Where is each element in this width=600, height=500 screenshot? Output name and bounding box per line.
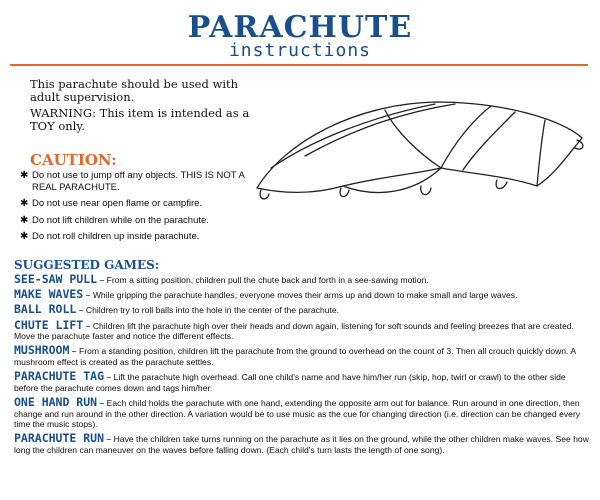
intro-block bbox=[30, 78, 260, 136]
page-subtitle: instructions bbox=[228, 40, 372, 61]
game-item: PARACHUTE TAG – Lift the parachute high overhead. Call one child's name and have him/her run (skip, hop, twirl or crawl) to the other side before the parachute comes down and tags him/her. bbox=[14, 369, 566, 393]
game-name: MAKE WAVES bbox=[14, 287, 84, 302]
caution-item bbox=[20, 215, 270, 227]
game-description: Each child holds the parachute with one hand, extending the opposite arm out for balance. Run around in one direction, then change and run around in the other direction. A variation would be to use music as the cue for changing direction (i.e. direction can be changed every time the music stops). bbox=[14, 397, 581, 430]
game-description: Lift the parachute high overhead. Call one child's name and have him/her run (skip, hop, twirl or crawl) to the other side before the parachute comes down and tags him/her. bbox=[14, 372, 566, 393]
parachute-icon bbox=[245, 90, 590, 210]
game-name: PARACHUTE TAG bbox=[14, 369, 105, 384]
game-name: CHUTE LIFT bbox=[14, 317, 84, 332]
game-name: PARACHUTE RUN bbox=[14, 431, 105, 446]
caution-item bbox=[20, 231, 270, 243]
game-name: ONE HAND RUN bbox=[14, 394, 98, 409]
caution-item bbox=[20, 198, 270, 210]
star-bullet-icon: ✱ bbox=[20, 214, 29, 226]
header-divider bbox=[10, 64, 588, 66]
game-item: MAKE WAVES – While gripping the parachute handles, everyone moves their arms up and down to make small and large waves. bbox=[14, 287, 518, 302]
warning-note: WARNING: This item is intended as a TOY only. bbox=[30, 106, 250, 133]
page-title: PARACHUTE bbox=[187, 10, 413, 45]
caution-item bbox=[20, 170, 270, 193]
game-item: SEE-SAW PULL – From a sitting position, children pull the chute back and forth in a see-sawing motion. bbox=[14, 272, 429, 286]
caution-item-text: Do not use near open flame or campfire. bbox=[32, 198, 203, 209]
game-description: While gripping the parachute handles, everyone moves their arms up and down to make small and large waves. bbox=[92, 290, 518, 301]
game-name: BALL ROLL bbox=[14, 302, 77, 317]
game-description: From a sitting position, children pull the chute back and forth in a see-sawing motion. bbox=[106, 275, 429, 285]
game-item: ONE HAND RUN – Each child holds the parachute with one hand, extending the opposite arm out for balance. Run around in one direction, then change and run around in the other direction. A variation would be to use music as the cue for changing direction (i.e. direction can be changed every time the music stops). bbox=[14, 394, 581, 430]
caution-list bbox=[20, 170, 270, 248]
games-list bbox=[14, 274, 590, 459]
star-bullet-icon: ✱ bbox=[20, 231, 29, 242]
game-description: From a standing position, children lift the parachute from the ground to overhead on the count of 3. Then all crouch quickly down. A mushroom effect is created as the parachute settles. bbox=[14, 346, 576, 367]
game-item: BALL ROLL – Children try to roll balls into the hole in the center of the parachute. bbox=[14, 302, 340, 317]
game-item: MUSHROOM – From a standing position, children lift the parachute from the ground to overhead on the count of 3. Then all crouch quickly down. A mushroom effect is created as the parachute settles. bbox=[14, 343, 576, 367]
game-description: Children try to roll balls into the hole in the center of the parachute. bbox=[85, 305, 340, 316]
game-item: PARACHUTE RUN – Have the children take turns running on the parachute as it lies on the ground, while the other children make waves. See how long the children can maneuver on the waves before falling down. (Each child's turn lasts the length of one song). bbox=[14, 431, 589, 455]
game-description: Children lift the parachute high over their heads and down again, listening for soft sounds and feeling breezes that are created. Move the parachute faster and notice the different effects. bbox=[14, 320, 574, 342]
star-bullet-icon: ✱ bbox=[20, 170, 29, 181]
game-name: SEE-SAW PULL bbox=[14, 272, 98, 286]
games-heading: SUGGESTED GAMES: bbox=[14, 258, 160, 272]
game-name: MUSHROOM bbox=[14, 343, 70, 358]
caution-heading: CAUTION: bbox=[30, 151, 117, 169]
caution-item-text: Do not lift children while on the parachute. bbox=[32, 214, 209, 226]
caution-item-text: Do not roll children up inside parachute. bbox=[32, 231, 200, 242]
game-description: Have the children take turns running on the parachute as it lies on the ground, while the other children make waves. See how long the children can maneuver on the waves before falling down. (Each child's turn lasts the length of one song). bbox=[14, 434, 589, 455]
game-item: CHUTE LIFT – Children lift the parachute high over their heads and down again, listening for soft sounds and feeling breezes that are created. Move the parachute faster and notice the different effects. bbox=[14, 317, 574, 342]
caution-item-text: Do not use to jump off any objects. THIS IS NOT A REAL PARACHUTE. bbox=[32, 170, 245, 193]
supervision-note: This parachute should be used with adult supervision. bbox=[30, 77, 239, 104]
star-bullet-icon: ✱ bbox=[20, 198, 29, 209]
